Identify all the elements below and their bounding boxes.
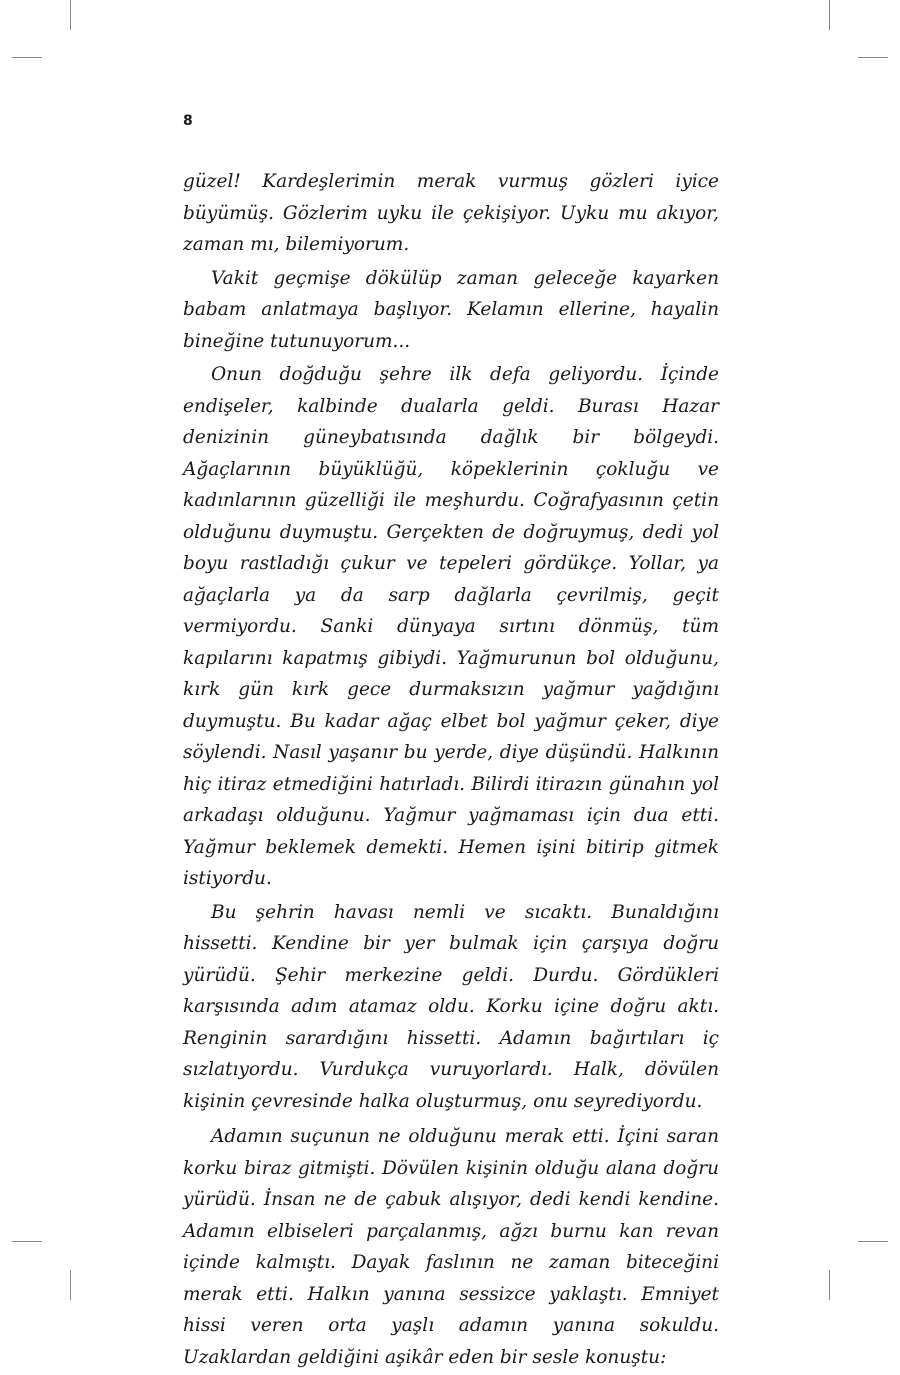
- paragraph-2: Vakit geçmişe dökülüp zaman geleceğe kayarken babam anlatmaya başlıyor. Kelamın ellerine, hayalin bineğine tutunuyorum...: [183, 267, 719, 352]
- crop-mark-bottom-left: [70, 1270, 71, 1300]
- body-text: [183, 166, 719, 1375]
- crop-mark-top-left: [70, 0, 71, 30]
- crop-mark-bottom-right: [829, 1270, 830, 1300]
- crop-mark-right-top: [858, 57, 888, 58]
- paragraph-1: güzel! Kardeşlerimin merak vurmuş gözleri iyice büyümüş. Gözlerim uyku ile çekişiyor. Uyku mu akıyor, zaman mı, bilemiyorum.: [183, 171, 719, 255]
- page-number: 8: [183, 113, 193, 129]
- crop-mark-right-bottom: [858, 1241, 888, 1242]
- crop-mark-left-top: [12, 57, 42, 58]
- paragraph-5: Adamın suçunun ne olduğunu merak etti. İçini saran korku biraz gitmişti. Dövülen kişinin olduğu alana doğru yürüdü. İnsan ne de çabuk alışıyor, dedi kendi kendine. Adamın elbiseleri parçalanmış, ağzı burnu kan revan içinde kalmıştı. Dayak faslının ne zaman biteceğini merak etti. Halkın yanına sessizce yaklaştı. Emniyet hissi veren orta yaşlı adamın yanına sokuldu. Uzaklardan geldiğini aşikâr eden bir sesle konuştu:: [183, 1126, 719, 1368]
- crop-mark-top-right: [829, 0, 830, 30]
- paragraph-4: Bu şehrin havası nemli ve sıcaktı. Bunaldığını hissetti. Kendine bir yer bulmak için çarşıya doğru yürüdü. Şehir merkezine geldi. Durdu. Gördükleri karşısında adım atamaz oldu. Korku içine doğru aktı. Renginin sarardığını hissetti. Adamın bağırtıları iç sızlatıyordu. Vurdukça vuruyorlardı. Halk, dövülen kişinin çevresinde halka oluşturmuş, onu seyrediyordu.: [183, 901, 719, 1112]
- paragraph-3: Onun doğduğu şehre ilk defa geliyordu. İçinde endişeler, kalbinde dualarla geldi. Burası Hazar denizinin güneybatısında dağlık bir bölgeydi. Ağaçlarının büyüklüğü, köpeklerinin çokluğu ve kadınlarının güzelliği ile meşhurdu. Coğrafyasının çetin olduğunu duymuştu. Gerçekten de doğruymuş, dedi yol boyu rastladığı çukur ve tepeleri gördükçe. Yollar, ya ağaçlarla ya da sarp dağlarla çevrilmiş, geçit vermiyordu. Sanki dünyaya sırtını dönmüş, tüm kapılarını kapatmış gibiydi. Yağmurunun bol olduğunu, kırk gün kırk gece durmaksızın yağmur yağdığını duymuştu. Bu kadar ağaç elbet bol yağmur çeker, diye söylendi. Nasıl yaşanır bu yerde, diye düşündü. Halkının hiç itiraz etmediğini hatırladı. Bilirdi itirazın günahın yol arkadaşı olduğunu. Yağmur yağmaması için dua etti. Yağmur beklemek demekti. Hemen işini bitirip gitmek istiyordu.: [183, 364, 719, 889]
- crop-mark-left-bottom: [12, 1241, 42, 1242]
